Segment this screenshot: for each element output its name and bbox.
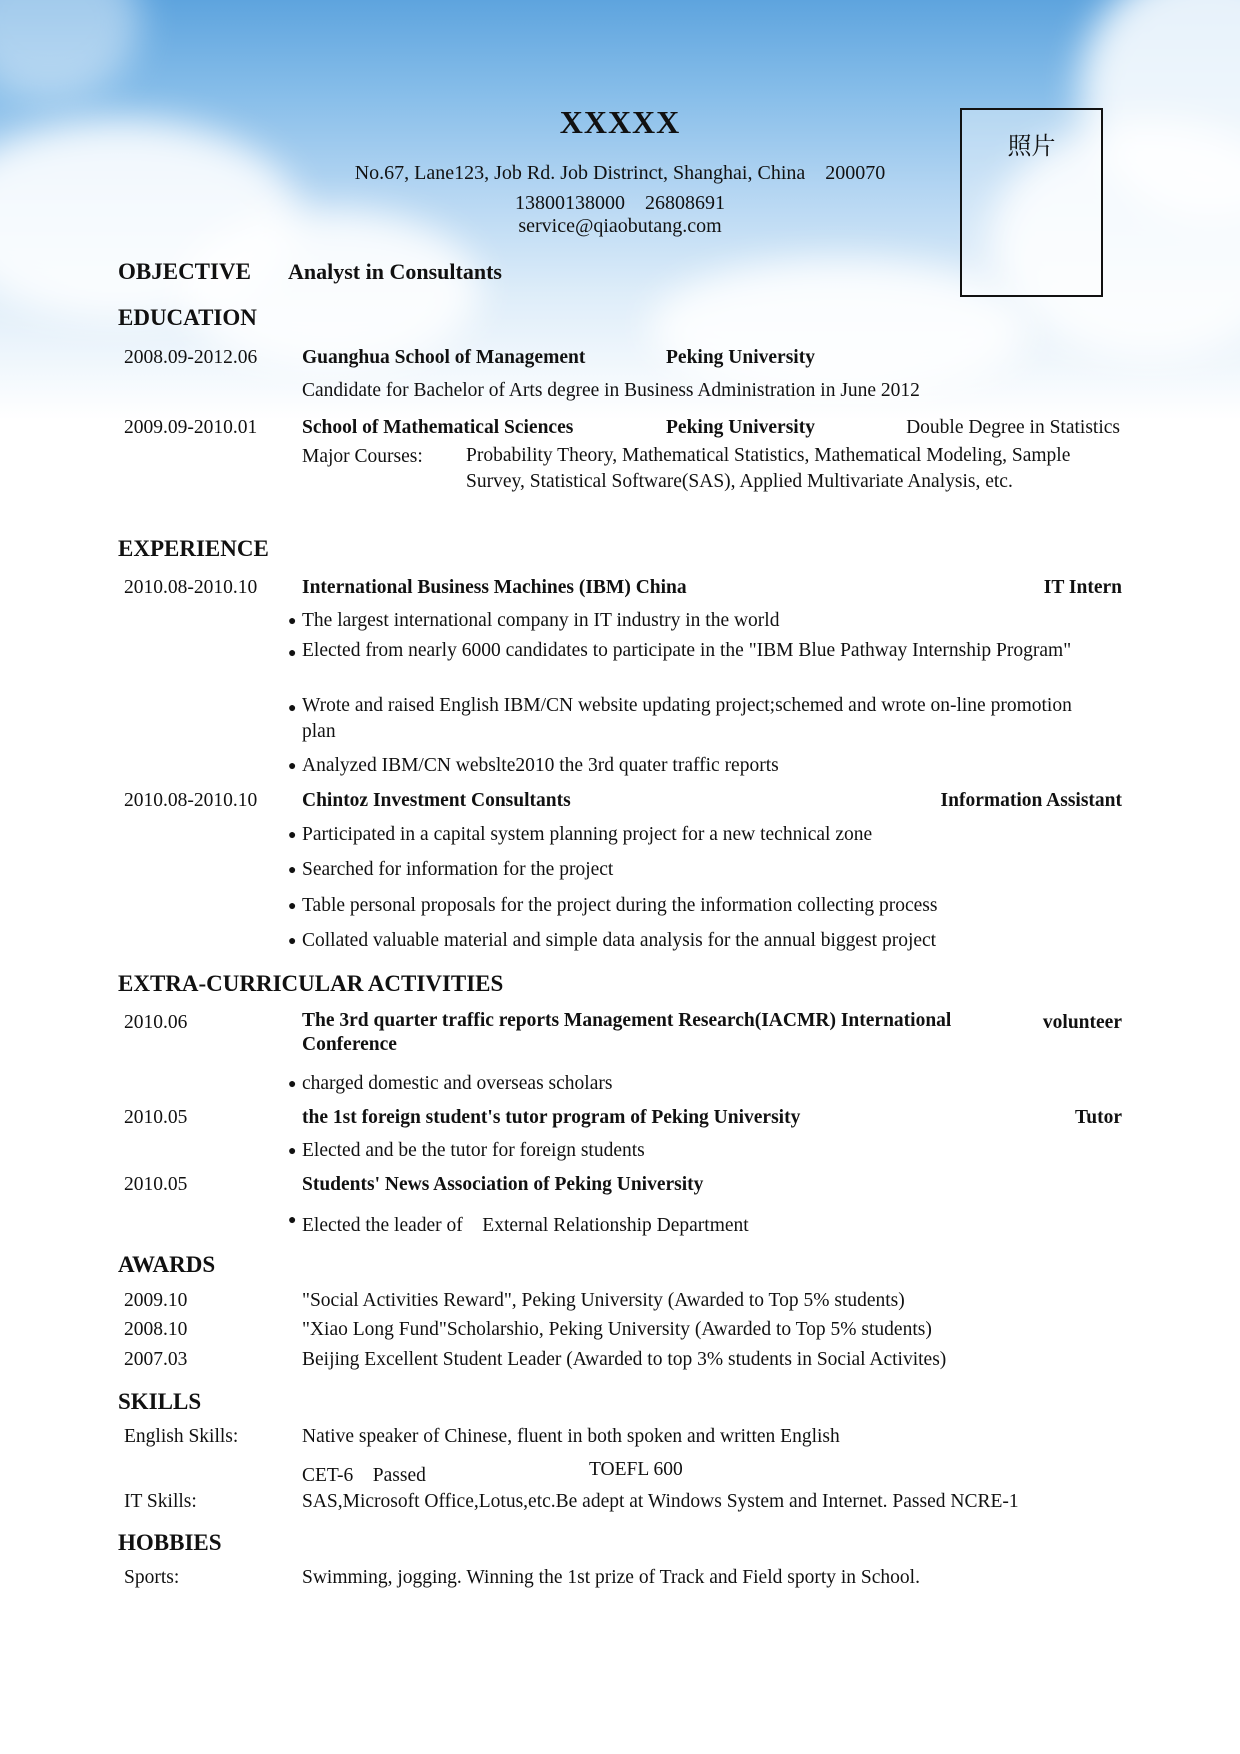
experience-role: Information Assistant <box>940 790 1122 811</box>
award-date: 2009.10 <box>124 1290 188 1311</box>
experience-bullet: Participated in a capital system planning project for a new technical zone <box>302 824 873 845</box>
education-university: Peking University <box>666 417 815 438</box>
it-skills-text: SAS,Microsoft Office,Lotus,etc.Be adept at Windows System and Internet. Passed NCRE-1 <box>302 1491 1019 1512</box>
courses-label: Major Courses: <box>302 446 423 467</box>
awards-heading: AWARDS <box>118 1252 216 1277</box>
email[interactable]: service@qiaobutang.com <box>518 215 722 237</box>
courses-list: Probability Theory, Mathematical Statistics, Mathematical Modeling, Sample Survey, Statistical Software(SAS), Applied Multivariate Analysis, etc. <box>466 445 1071 492</box>
bullet-icon: ● <box>288 1077 297 1092</box>
activity-bullet: Elected and be the tutor for foreign students <box>302 1140 645 1161</box>
objective-heading: OBJECTIVE <box>118 259 251 284</box>
photo-label: 照片 <box>1007 132 1056 160</box>
education-school: Guanghua School of Management <box>302 347 586 368</box>
address: No.67, Lane123, Job Rd. Job Distrinct, Shanghai, China 200070 <box>354 162 886 184</box>
activity-title: the 1st foreign student's tutor program of Peking University <box>302 1107 801 1128</box>
bullet-icon: ● <box>288 828 297 843</box>
bullet-icon: ● <box>288 863 297 878</box>
bullet-icon: ● <box>288 759 297 774</box>
education-school: School of Mathematical Sciences <box>302 417 574 438</box>
experience-bullet: The largest international company in IT industry in the world <box>302 610 780 631</box>
activity-date: 2010.06 <box>124 1012 188 1033</box>
phone-numbers: 13800138000 26808691 <box>515 192 725 214</box>
activity-title: Students' News Association of Peking University <box>302 1174 704 1195</box>
candidate-name: XXXXX <box>559 104 681 140</box>
experience-heading: EXPERIENCE <box>118 536 269 561</box>
sports-label: Sports: <box>124 1567 180 1588</box>
award-text: "Social Activities Reward", Peking University (Awarded to Top 5% students) <box>302 1290 905 1311</box>
activity-bullet: charged domestic and overseas scholars <box>302 1073 613 1094</box>
award-date: 2008.10 <box>124 1319 188 1340</box>
activities-heading: EXTRA-CURRICULAR ACTIVITIES <box>118 971 504 996</box>
education-date: 2008.09-2012.06 <box>124 347 258 368</box>
bullet-icon: ● <box>288 934 297 949</box>
activity-date: 2010.05 <box>124 1107 188 1128</box>
experience-bullet: Wrote and raised English IBM/CN website updating project;schemed and wrote on-line promotion plan <box>302 695 1072 742</box>
experience-bullet: Elected from nearly 6000 candidates to participate in the "IBM Blue Pathway Internship Program" <box>302 640 1072 661</box>
education-detail: Candidate for Bachelor of Arts degree in Business Administration in June 2012 <box>302 380 920 401</box>
hobbies-heading: HOBBIES <box>118 1530 222 1555</box>
award-text: "Xiao Long Fund"Scholarshio, Peking University (Awarded to Top 5% students) <box>302 1319 932 1340</box>
award-date: 2007.03 <box>124 1349 188 1370</box>
experience-bullet: Analyzed IBM/CN webslte2010 the 3rd quater traffic reports <box>302 755 779 776</box>
activity-bullet: Elected the leader of External Relationship Department <box>302 1215 749 1236</box>
english-skills-text: Native speaker of Chinese, fluent in both spoken and written English <box>302 1426 840 1447</box>
cet-score: CET-6 Passed <box>302 1465 426 1486</box>
bullet-icon: ● <box>288 1144 297 1159</box>
english-skills-label: English Skills: <box>124 1426 239 1447</box>
activity-date: 2010.05 <box>124 1174 188 1195</box>
sports-text: Swimming, jogging. Winning the 1st prize of Track and Field sporty in School. <box>302 1567 920 1588</box>
activity-role: Tutor <box>1075 1107 1122 1128</box>
education-heading: EDUCATION <box>118 305 257 330</box>
education-date: 2009.09-2010.01 <box>124 417 258 438</box>
it-skills-label: IT Skills: <box>124 1491 197 1512</box>
experience-role: IT Intern <box>1043 577 1122 598</box>
bullet-icon: ● <box>288 614 297 629</box>
experience-date: 2010.08-2010.10 <box>124 577 258 598</box>
experience-bullet: Searched for information for the project <box>302 859 614 880</box>
education-university: Peking University <box>666 347 815 368</box>
experience-date: 2010.08-2010.10 <box>124 790 258 811</box>
bullet-icon: ● <box>288 646 297 661</box>
activity-title: The 3rd quarter traffic reports Management Research(IACMR) International Conference <box>302 1010 952 1055</box>
bullet-icon: ● <box>288 701 297 716</box>
toefl-score: TOEFL 600 <box>589 1459 683 1480</box>
activity-role: volunteer <box>1042 1012 1122 1033</box>
bullet-icon: ● <box>288 899 297 914</box>
experience-company: Chintoz Investment Consultants <box>302 790 571 811</box>
skills-heading: SKILLS <box>118 1389 202 1414</box>
award-text: Beijing Excellent Student Leader (Awarded to top 3% students in Social Activites) <box>302 1349 947 1370</box>
experience-company: International Business Machines (IBM) China <box>302 577 687 598</box>
experience-bullet: Collated valuable material and simple data analysis for the annual biggest project <box>302 930 937 951</box>
bullet-icon: ● <box>288 1213 297 1228</box>
objective-value: Analyst in Consultants <box>288 259 502 284</box>
education-degree: Double Degree in Statistics <box>906 417 1120 438</box>
experience-bullet: Table personal proposals for the project during the information collecting process <box>302 895 938 916</box>
photo-placeholder <box>960 108 1103 297</box>
